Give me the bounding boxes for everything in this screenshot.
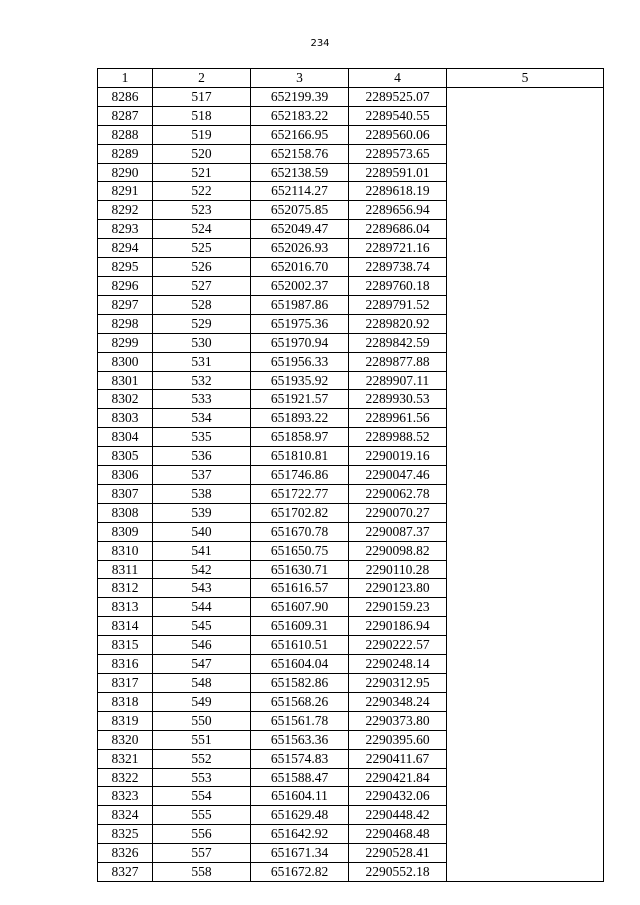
table-cell-col1: 8291 [98, 182, 153, 201]
page-number: 234 [310, 38, 330, 49]
table-cell-col2: 546 [153, 636, 251, 655]
column-header-2: 2 [153, 69, 251, 88]
table-cell-col2: 536 [153, 447, 251, 466]
table-cell-col3: 651561.78 [251, 711, 349, 730]
table-cell-col3: 651722.77 [251, 484, 349, 503]
table-cell-col3: 652075.85 [251, 201, 349, 220]
table-cell-col1: 8297 [98, 295, 153, 314]
table-cell-col1: 8325 [98, 825, 153, 844]
table-cell-col4: 2290248.14 [349, 655, 447, 674]
table-cell-col2: 540 [153, 522, 251, 541]
table-cell-col2: 526 [153, 258, 251, 277]
table-cell-col1: 8318 [98, 692, 153, 711]
table-cell-col2: 558 [153, 863, 251, 882]
table-cell-col2: 557 [153, 844, 251, 863]
table-cell-col2: 542 [153, 560, 251, 579]
table-cell-col1: 8310 [98, 541, 153, 560]
table-cell-col2: 518 [153, 106, 251, 125]
table-cell-col2: 529 [153, 314, 251, 333]
table-cell-col1: 8306 [98, 466, 153, 485]
table-cell-col3: 652049.47 [251, 220, 349, 239]
table-cell-col2: 521 [153, 163, 251, 182]
column-header-4: 4 [349, 69, 447, 88]
table-cell-col1: 8294 [98, 239, 153, 258]
table-cell-col3: 651616.57 [251, 579, 349, 598]
table-cell-col2: 527 [153, 276, 251, 295]
table-cell-col4: 2289618.19 [349, 182, 447, 201]
table-cell-col3: 652002.37 [251, 276, 349, 295]
table-cell-col4: 2290421.84 [349, 768, 447, 787]
table-cell-col1: 8323 [98, 787, 153, 806]
table-cell-col1: 8309 [98, 522, 153, 541]
table-cell-col2: 550 [153, 711, 251, 730]
table-cell-col1: 8321 [98, 749, 153, 768]
table-cell-col1: 8292 [98, 201, 153, 220]
table-cell-col3: 651604.04 [251, 655, 349, 674]
table-cell-col1: 8316 [98, 655, 153, 674]
table-cell-col4: 2290222.57 [349, 636, 447, 655]
table-cell-col3: 651935.92 [251, 371, 349, 390]
table-cell-col1: 8319 [98, 711, 153, 730]
table-cell-col4: 2289791.52 [349, 295, 447, 314]
table-cell-col4: 2289988.52 [349, 428, 447, 447]
table-cell-col3: 651893.22 [251, 409, 349, 428]
table-body [98, 87, 604, 881]
table-cell-col4: 2290432.06 [349, 787, 447, 806]
table-cell-col2: 551 [153, 730, 251, 749]
table-cell-col2: 553 [153, 768, 251, 787]
table-cell-col2: 533 [153, 390, 251, 409]
table-cell-col4: 2290159.23 [349, 598, 447, 617]
table-cell-col2: 525 [153, 239, 251, 258]
table-cell-col2: 548 [153, 674, 251, 693]
column-header-1: 1 [98, 69, 153, 88]
table-cell-col3: 652138.59 [251, 163, 349, 182]
table-cell-col2: 537 [153, 466, 251, 485]
table-cell-col4: 2289560.06 [349, 125, 447, 144]
table-cell-col3: 651582.86 [251, 674, 349, 693]
table-cell-col2: 522 [153, 182, 251, 201]
table-cell-col4: 2290019.16 [349, 447, 447, 466]
table-cell-col4: 2289721.16 [349, 239, 447, 258]
table-cell-col1: 8290 [98, 163, 153, 182]
table-cell-col1: 8289 [98, 144, 153, 163]
table-cell-col4: 2290110.28 [349, 560, 447, 579]
table-header-row [98, 69, 604, 88]
table-cell-col2: 552 [153, 749, 251, 768]
table-cell-col2: 547 [153, 655, 251, 674]
table-cell-col4: 2290468.48 [349, 825, 447, 844]
table-cell-col4: 2290312.95 [349, 674, 447, 693]
table-cell-col3: 651650.75 [251, 541, 349, 560]
table-cell-col2: 528 [153, 295, 251, 314]
table-cell-col1: 8324 [98, 806, 153, 825]
table-cell-col2: 543 [153, 579, 251, 598]
table-cell-col1: 8317 [98, 674, 153, 693]
table-cell-col4: 2290070.27 [349, 503, 447, 522]
table-cell-col1: 8299 [98, 333, 153, 352]
table-cell-col2: 532 [153, 371, 251, 390]
table-cell-col4: 2289738.74 [349, 258, 447, 277]
table-cell-col1: 8302 [98, 390, 153, 409]
table-cell-col1: 8296 [98, 276, 153, 295]
table-cell-col4: 2290186.94 [349, 617, 447, 636]
table-cell-col1: 8305 [98, 447, 153, 466]
table-cell-col3: 651607.90 [251, 598, 349, 617]
table-cell-col2: 544 [153, 598, 251, 617]
table-cell-col4: 2289525.07 [349, 87, 447, 106]
table-cell-col4: 2290087.37 [349, 522, 447, 541]
table-cell-col3: 651568.26 [251, 692, 349, 711]
table-cell-col3: 651604.11 [251, 787, 349, 806]
table-cell-col4: 2290348.24 [349, 692, 447, 711]
table-cell-col3: 652026.93 [251, 239, 349, 258]
table-cell-col3: 652199.39 [251, 87, 349, 106]
table-cell-col3: 651970.94 [251, 333, 349, 352]
table-cell-col4: 2290552.18 [349, 863, 447, 882]
table-cell-col3: 651858.97 [251, 428, 349, 447]
table-cell-col4: 2289907.11 [349, 371, 447, 390]
table-cell-col3: 651671.34 [251, 844, 349, 863]
table-cell-col4: 2290123.80 [349, 579, 447, 598]
table-cell-col4: 2289930.53 [349, 390, 447, 409]
table-cell-col3: 651629.48 [251, 806, 349, 825]
table-cell-col3: 651975.36 [251, 314, 349, 333]
table-cell-col3: 651630.71 [251, 560, 349, 579]
table-cell-col1: 8315 [98, 636, 153, 655]
table-cell-col3: 651921.57 [251, 390, 349, 409]
table-cell-col1: 8307 [98, 484, 153, 503]
table-cell-col2: 545 [153, 617, 251, 636]
table-cell-col2: 523 [153, 201, 251, 220]
table-cell-col2: 524 [153, 220, 251, 239]
table-cell-col3: 652114.27 [251, 182, 349, 201]
table-cell-col4: 2290047.46 [349, 466, 447, 485]
table-cell-col4: 2290062.78 [349, 484, 447, 503]
table-cell-col4: 2289842.59 [349, 333, 447, 352]
table-cell-col3: 651610.51 [251, 636, 349, 655]
table-cell-col1: 8301 [98, 371, 153, 390]
table-cell-col5 [447, 87, 604, 881]
table-cell-col2: 535 [153, 428, 251, 447]
table-cell-col3: 651574.83 [251, 749, 349, 768]
column-header-5: 5 [447, 69, 604, 88]
table-cell-col1: 8298 [98, 314, 153, 333]
table-cell-col4: 2289820.92 [349, 314, 447, 333]
table-cell-col2: 538 [153, 484, 251, 503]
table-cell-col2: 517 [153, 87, 251, 106]
table-cell-col3: 652166.95 [251, 125, 349, 144]
table-cell-col3: 651956.33 [251, 352, 349, 371]
table-cell-col1: 8287 [98, 106, 153, 125]
table-cell-col4: 2289760.18 [349, 276, 447, 295]
table-cell-col1: 8286 [98, 87, 153, 106]
table-cell-col1: 8326 [98, 844, 153, 863]
table-cell-col3: 651642.92 [251, 825, 349, 844]
table-cell-col2: 534 [153, 409, 251, 428]
table-cell-col2: 554 [153, 787, 251, 806]
column-header-3: 3 [251, 69, 349, 88]
table-cell-col1: 8288 [98, 125, 153, 144]
table-cell-col4: 2290395.60 [349, 730, 447, 749]
table-cell-col4: 2289540.55 [349, 106, 447, 125]
table-cell-col2: 531 [153, 352, 251, 371]
table-cell-col2: 530 [153, 333, 251, 352]
table-cell-col2: 556 [153, 825, 251, 844]
table-cell-col2: 549 [153, 692, 251, 711]
table-cell-col1: 8312 [98, 579, 153, 598]
table-cell-col1: 8304 [98, 428, 153, 447]
table-cell-col1: 8327 [98, 863, 153, 882]
table-row [98, 87, 604, 106]
table-cell-col4: 2290448.42 [349, 806, 447, 825]
table-cell-col1: 8295 [98, 258, 153, 277]
table-cell-col1: 8293 [98, 220, 153, 239]
table-cell-col1: 8314 [98, 617, 153, 636]
table-cell-col4: 2289591.01 [349, 163, 447, 182]
table-cell-col1: 8308 [98, 503, 153, 522]
table-cell-col4: 2289686.04 [349, 220, 447, 239]
table-cell-col3: 651672.82 [251, 863, 349, 882]
table-cell-col3: 651563.36 [251, 730, 349, 749]
table-cell-col2: 541 [153, 541, 251, 560]
table-cell-col3: 651702.82 [251, 503, 349, 522]
table-cell-col3: 652016.70 [251, 258, 349, 277]
table-cell-col3: 651810.81 [251, 447, 349, 466]
table-cell-col4: 2290098.82 [349, 541, 447, 560]
table-cell-col4: 2289961.56 [349, 409, 447, 428]
table-cell-col4: 2289877.88 [349, 352, 447, 371]
table-cell-col4: 2289573.65 [349, 144, 447, 163]
table-cell-col4: 2290528.41 [349, 844, 447, 863]
table-cell-col3: 651670.78 [251, 522, 349, 541]
table-cell-col3: 651987.86 [251, 295, 349, 314]
table-cell-col1: 8311 [98, 560, 153, 579]
table-cell-col1: 8300 [98, 352, 153, 371]
table-cell-col2: 520 [153, 144, 251, 163]
table-cell-col1: 8320 [98, 730, 153, 749]
table-cell-col2: 519 [153, 125, 251, 144]
coordinates-table [97, 68, 604, 882]
table-cell-col3: 652183.22 [251, 106, 349, 125]
table-cell-col3: 651609.31 [251, 617, 349, 636]
table-cell-col4: 2289656.94 [349, 201, 447, 220]
table-cell-col3: 651746.86 [251, 466, 349, 485]
table-cell-col3: 651588.47 [251, 768, 349, 787]
table-cell-col2: 555 [153, 806, 251, 825]
table-cell-col4: 2290373.80 [349, 711, 447, 730]
table-cell-col1: 8313 [98, 598, 153, 617]
table-cell-col3: 652158.76 [251, 144, 349, 163]
table-cell-col2: 539 [153, 503, 251, 522]
table-cell-col1: 8322 [98, 768, 153, 787]
table-cell-col4: 2290411.67 [349, 749, 447, 768]
table-cell-col1: 8303 [98, 409, 153, 428]
